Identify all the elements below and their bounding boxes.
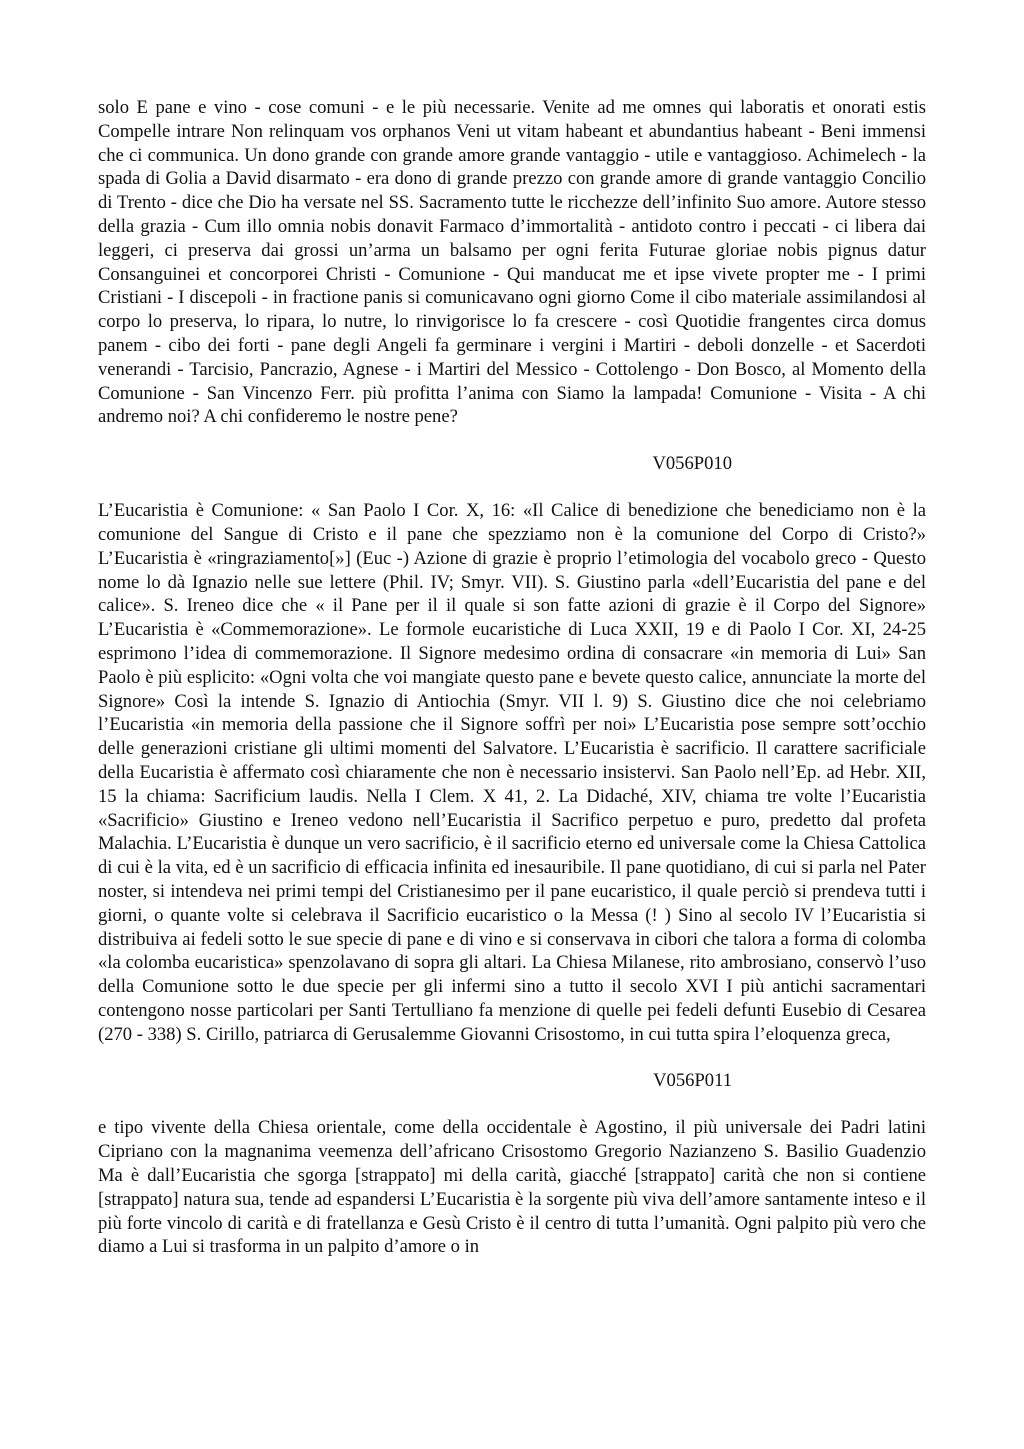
page-marker-p011: V056P011 xyxy=(653,1070,732,1092)
page-marker-p010: V056P010 xyxy=(652,453,732,475)
paragraph-intro: solo E pane e vino - cose comuni - e le più necessarie. Venite ad me omnes qui laboratis et onorati estis Compelle intrare Non relinquam vos orphanos Veni ut vitam habeant et abundantius habeant - Beni immensi che ci communica. Un dono grande con grande amore grande vantaggio - utile e vantaggioso. Achimelech - la spada di Golia a David disarmato - era dono di grande prezzo con grande amore di grande vantaggio Concilio di Trento - dice che Dio ha versate nel SS. Sacramento tutte le ricchezze dell’infinito Suo amore. Autore stesso della grazia - Cum illo omnia nobis donavit Farmaco d’immortalità - antidoto contro i peccati - ci libera dai leggeri, ci preserva dai grossi un’arma un balsamo per ogni ferita Futurae gloriae nobis pignus datur Consanguinei et concorporei Christi - Comunione - Qui manducat me et ipse vivete propter me - I primi Cristiani - I discepoli - in fractione panis si comunicavano ogni giorno Come il cibo materiale assimilandosi al corpo lo preserva, lo ripara, lo nutre, lo rinvigorisce lo fa crescere - così Quotidie frangentes circa domus panem - cibo dei forti - pane degli Angeli fa germinare i vergini i Martiri - deboli donzelle - et Sacerdoti venerandi - Tarcisio, Pancrazio, Agnese - i Martiri del Messico - Cottolengo - Don Bosco, al Momento della Comunione - San Vincenzo Ferr. più profitta l’anima con Siamo la lampada! Comunione - Visita - A chi andremo noi? A chi confideremo le nostre pene? xyxy=(98,97,926,428)
paragraph-continuation: e tipo vivente della Chiesa orientale, come della occidentale è Agostino, il più universale dei Padri latini Cipriano con la magnanima veemenza dell’africano Crisostomo Gregorio Nazianzeno S. Basilio Guadenzio Ma è dall’Eucaristia che sgorga [strappato] mi della carità, giacché [strappato] carità che non si contiene [strappato] natura sua, tende ad espandersi L’Eucaristia è la sorgente più viva dell’amore santamente inteso e il più forte vincolo di carità e di fratellanza e Gesù Cristo è il centro di tutta l’umanità. Ogni palpito più vero che diamo a Lui si trasforma in un palpito d’amore o in xyxy=(98,1117,926,1258)
document-page xyxy=(98,96,926,1259)
paragraph-eucaristia: L’Eucaristia è Comunione: « San Paolo I Cor. X, 16: «Il Calice di benedizione che benediciamo non è la comunione del Sangue di Cristo e il pane che spezziamo non è la comunione del Corpo di Cristo?» L’Eucaristia è «ringraziamento[»] (Euc -) Azione di grazie è proprio l’etimologia del vocabolo greco - Questo nome lo dà Ignazio nelle sue lettere (Phil. IV; Smyr. VII). S. Giustino parla «dell’Eucaristia del pane e del calice». S. Ireneo dice che « il Pane per il il quale si son fatte azioni di grazie è il Corpo del Signore» L’Eucaristia è «Commemorazione». Le formole eucaristiche di Luca XXII, 19 e di Paolo I Cor. XI, 24-25 esprimono l’idea di commemorazione. Il Signore medesimo ordina di consacrare «in memoria di Lui» San Paolo è più esplicito: «Ogni volta che voi mangiate questo pane e bevete questo calice, annunciate la morte del Signore» Così la intende S. Ignazio di Antiochia (Smyr. VII l. 9) S. Giustino dice che noi celebriamo l’Eucaristia «in memoria della passione che il Signore soffrì per noi» L’Eucaristia pose sempre sott’occhio delle generazioni cristiane gli ultimi momenti del Salvatore. L’Eucaristia è sacrificio. Il carattere sacrificiale della Eucaristia è affermato così chiaramente che non è necessario insistervi. San Paolo nell’Ep. ad Hebr. XII, 15 la chiama: Sacrificium laudis. Nella I Clem. X 41, 2. La Didaché, XIV, chiama tre volte l’Eucaristia «Sacrificio» Giustino e Ireneo vedono nell’Eucaristia il Sacrifico perpetuo e puro, predetto dal profeta Malachia. L’Eucaristia è dunque un vero sacrificio, è il sacrificio eterno ed universale come la Chiesa Cattolica di cui è la vita, ed è un sacrificio di efficacia infinita ed inesauribile. Il pane quotidiano, di cui si parla nel Pater noster, si intendeva nei primi tempi del Cristianesimo per il pane eucaristico, il quale perciò si prendeva tutti i giorni, o quante volte si celebrava il Sacrificio eucaristico o la Messa (! ) Sino al secolo IV l’Eucaristia si distribuiva ai fedeli sotto le sue specie di pane e di vino e si conservava in cibori che talora a forma di colomba «la colomba eucaristica» spenzolavano di sopra gli altari. La Chiesa Milanese, rito ambrosiano, conservò l’uso della Comunione sotto le due specie per gli infermi sino a tutto il secolo XVI I più antichi sacramentari contengono nosse particolari per Santi Tertulliano fa menzione di quelle pei fedeli defunti Eusebio di Cesarea (270 - 338) S. Cirillo, patriarca di Gerusalemme Giovanni Crisostomo, in cui tutta spira l’eloquenza greca, xyxy=(98,500,926,1045)
